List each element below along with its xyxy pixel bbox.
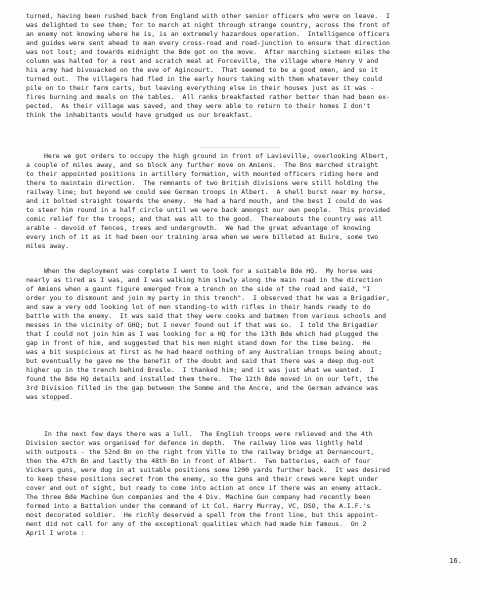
page-number: 16. — [449, 557, 462, 565]
text-line: When the deployment was complete I went to look for a suitable Bde HQ. My horse was — [44, 267, 373, 275]
text-line: pile on to their farm carts, but leaving everything else in their houses just as it was - — [26, 84, 375, 92]
text-line: April I wrote : — [26, 529, 85, 537]
text-line: every inch of it as it had been our training area when we were billeted at Buire, some two — [26, 233, 379, 241]
text-line: miles away. — [26, 242, 70, 250]
text-line: to keep these positions secret from the enemy, so the guns and their crews were kept under — [26, 475, 379, 483]
text-line: to steer him round in a half circle until we were back amongst our own people. This provided — [26, 206, 390, 214]
text-line: and guides were sent ahead to man every cross-road and road-junction to ensure that direction — [26, 39, 390, 47]
text-line: that I could not join him as I was looking for a HQ for the 13th Bde which had plugged the — [26, 330, 379, 338]
text-line: of Amiens when a gaunt figure emerged from a trench on the side of the road and said, "I — [26, 285, 371, 293]
text-line: column was halted for a rest and scratch meal at Forceville, the village where Henry V and — [26, 57, 379, 65]
text-line: Division sector was organised for defence in depth. The railway line was lightly held — [26, 439, 363, 447]
text-line: higher up in the trench behind Bresle. I thanked him; and it was just what we wanted. I — [26, 366, 375, 374]
text-line: fires burning and meals on the tables. All ranks breakfasted rather better than had been ex- — [26, 93, 390, 101]
text-line: battle with the enemy. It was said that they were cooks and batmen from various schools and — [26, 312, 387, 320]
text-line: Here we got orders to occupy the high ground in front of Lavieville, overlooking Albert, — [44, 152, 389, 160]
paragraph-bde-hq — [26, 267, 456, 402]
text-line: messes in the vicinity of GHQ; but I never found out if that was so. I told the Brigadier — [26, 321, 379, 329]
text-line: there to maintain direction. The remnants of two British divisions were still holding the — [26, 179, 379, 187]
text-line: formed into a Battalion under the command of Lt Col. Harry Murray, VC, DSO, the A.I.F.'s — [26, 502, 371, 510]
text-line: an enemy not knowing where he is, is an extremely hazardous operation. Intelligence officers — [26, 30, 390, 38]
text-line: comic relief for the troops; and that was all to the good. Thereabouts the country was all — [26, 215, 383, 223]
paragraph-lavieville — [26, 152, 456, 251]
text-line: most decorated soldier. He richly deserved a spell from the front line, but this appoint- — [26, 511, 379, 519]
text-line: pected. As their village was saved, and they were able to return to their homes I don't — [26, 102, 371, 110]
text-line: think the inhabitants would have grudged us our breakfast. — [26, 111, 253, 119]
text-line: but eventually he gave me the benefit of the doubt and said that there was a deep dug-out — [26, 357, 375, 365]
paragraph-forceville — [26, 12, 456, 120]
text-line: turned out. The villagers had fled in the early hours taking with them whatever they could — [26, 75, 383, 83]
text-line: was not lost; and towards midnight the Bde got on the move. After marching sixteen miles the — [26, 48, 390, 56]
text-line: his army had bivouacked on the eve of Agincourt. That seemed to be a good omen, and so it — [26, 66, 379, 74]
text-line: In the next few days there was a lull. The English troops were relieved and the 4th — [44, 430, 373, 438]
text-line: to their appointed positions in artillery formation, with mounted officers riding here and — [26, 170, 379, 178]
text-line: turned, having been rushed back from England with other senior officers who were on leave. I — [26, 12, 390, 20]
text-line: arable - devoid of fences, trees and undergrowth. We had the great advantage of knowing — [26, 224, 371, 232]
text-line: The three Bde Machine Gun companies and the 4 Div. Machine Gun company had recently been — [26, 493, 371, 501]
text-line: was a bit suspicious at first as he had heard nothing of any Australian troops being about; — [26, 348, 383, 356]
text-line: with outposts - the 52nd Bn on the right from Ville to the railway bridge at Dernancourt, — [26, 448, 375, 456]
text-line: order you to dismount and join my party in this trench". I observed that he was a Brigadier, — [26, 294, 390, 302]
text-line: a couple of miles away, and so block any further move on Amiens. The Bns marched straight — [26, 161, 379, 169]
text-line: and saw a very odd looking lot of men standing-to with rifles in their hands ready to do — [26, 303, 371, 311]
text-line: and it bolted straight towards the enemy. He had a hard mouth, and the best I could do was — [26, 197, 383, 205]
text-line: found the Bde HQ details and installed them there. The 12th Bde moved in on our left, the — [26, 375, 379, 383]
text-line: nearly as tired as I was, and I was walking him slowly along the main road in the direction — [26, 276, 383, 284]
text-line: 3rd Division filled in the gap between the Somme and the Ancre, and the German advance was — [26, 384, 379, 392]
text-line: ment did not call for any of the exceptional qualities which had made him famous. On 2 — [26, 520, 367, 528]
scan-artifact-line — [200, 147, 280, 148]
text-line: then the 47th Bn and lastly the 48th Bn in front of Albert. Two batteries, each of four — [26, 457, 371, 465]
paragraph-lull — [26, 430, 456, 538]
text-line: gap in front of him, and suggested that his men might stand down for the time being. He — [26, 339, 371, 347]
text-line: Vickers guns, were dug in at suitable positions some 1200 yards further back. It was desired — [26, 466, 390, 474]
text-line: was delighted to see them; for to march at night through strange country, across the front of — [26, 21, 390, 29]
text-line: railway line; but beyond we could see German troops in Albert. A shell burst near my horse, — [26, 188, 387, 196]
text-line: was stopped. — [26, 393, 73, 401]
text-line: cover and out of sight, but ready to come into action at once if there was an enemy attack. — [26, 484, 383, 492]
